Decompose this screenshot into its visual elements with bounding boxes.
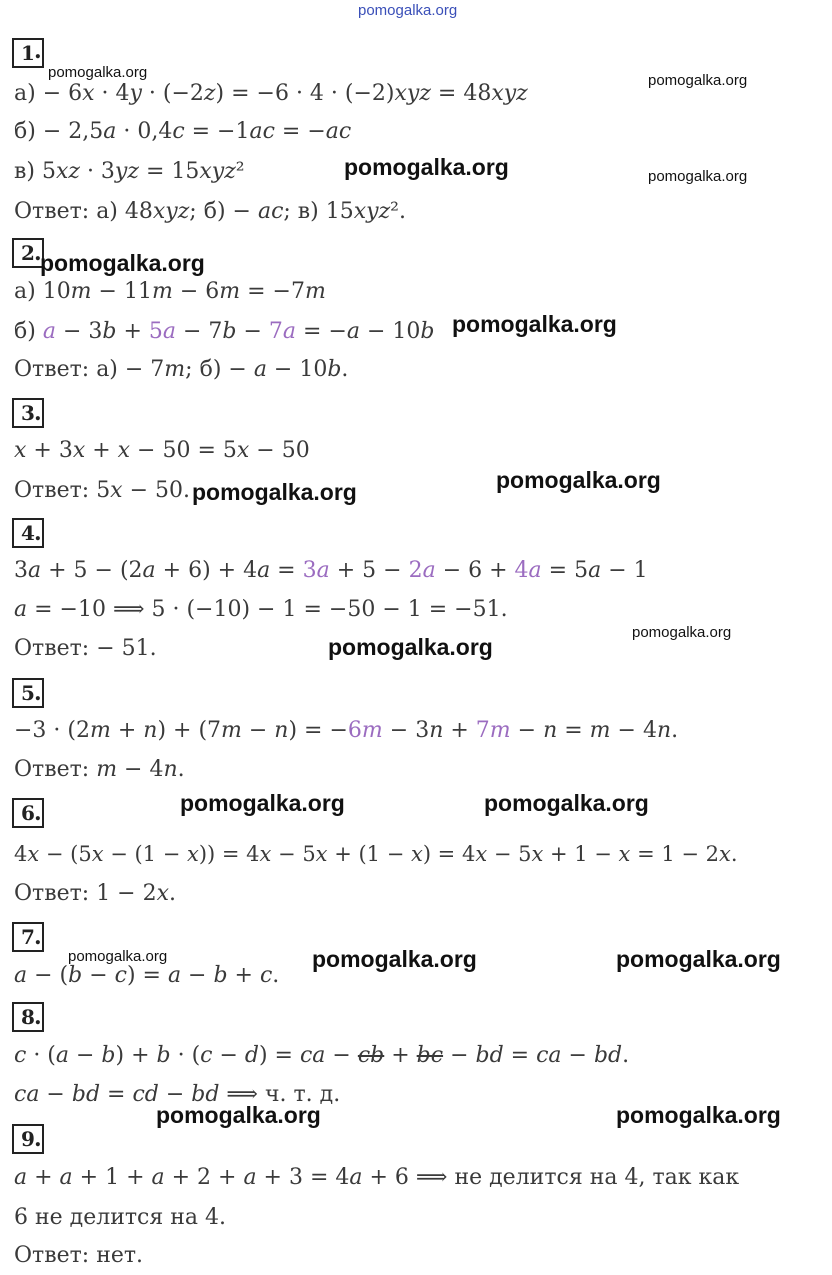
task-line: 𝑎 = −10 ⟹ 5 · (−10) − 1 = −50 − 1 = −51. <box>14 597 508 622</box>
expr-part: + 5 − <box>329 558 409 583</box>
watermark: pomogalka.org <box>648 72 748 89</box>
task-line <box>14 717 678 745</box>
task-number-dot: . <box>34 520 42 546</box>
expr-part: − 3𝑏 + <box>55 319 149 344</box>
expr-part: 𝑐 · (𝑎 − 𝑏) + 𝑏 · (𝑐 − 𝑑) = 𝑐𝑎 − <box>14 1043 358 1068</box>
task-answer: Ответ: 𝑚 − 4𝑛. <box>14 757 185 782</box>
highlight-term: 7𝑚 <box>475 718 511 743</box>
task-number-box: 2 <box>12 238 44 268</box>
task-line: 𝑎 + 𝑎 + 1 + 𝑎 + 2 + 𝑎 + 3 = 4𝑎 + 6 ⟹ не делится на 4, так как <box>14 1165 740 1190</box>
task-number-box: 6 <box>12 798 44 828</box>
task-number-dot: . <box>34 800 42 826</box>
task-line: 4𝑥 − (5𝑥 − (1 − 𝑥)) = 4𝑥 − 5𝑥 + (1 − 𝑥) = 4𝑥 − 5𝑥 + 1 − 𝑥 = 1 − 2𝑥. <box>14 842 738 866</box>
task-line: а) − 6𝑥 · 4𝑦 · (−2𝑧) = −6 · 4 · (−2)𝑥𝑦𝑧 = 48𝑥𝑦𝑧 <box>14 81 528 106</box>
task-line <box>14 1042 629 1070</box>
expr-part: −3 · (2𝑚 + 𝑛) + (7𝑚 − 𝑛) = − <box>14 718 348 743</box>
watermark: pomogalka.org <box>484 790 649 816</box>
task-line: 6 не делится на 4. <box>14 1205 226 1230</box>
task-number-dot: . <box>34 240 42 266</box>
task-line <box>14 557 648 585</box>
highlight-term: 3𝑎 <box>302 558 330 583</box>
task-number-box: 8 <box>12 1002 44 1032</box>
task-number-box: 7 <box>12 922 44 952</box>
task-number-dot: . <box>34 680 42 706</box>
task-line: 𝑥 + 3𝑥 + 𝑥 − 50 = 5𝑥 − 50 <box>14 438 310 463</box>
watermark: pomogalka.org <box>496 467 661 493</box>
cancelled-term: 𝑐𝑏 <box>357 1043 385 1068</box>
task-answer: Ответ: − 51. <box>14 636 157 661</box>
watermark: pomogalka.org <box>156 1102 321 1128</box>
task-number-box: 4 <box>12 518 44 548</box>
expr-part: 3𝑎 + 5 − (2𝑎 + 6) + 4𝑎 = <box>14 558 303 583</box>
highlight-term: 6𝑚 <box>347 718 383 743</box>
task-number-dot: . <box>34 924 42 950</box>
watermark: pomogalka.org <box>68 948 168 965</box>
expr-part: − 𝑛 = 𝑚 − 4𝑛. <box>510 718 679 743</box>
highlight-term: 4𝑎 <box>514 558 542 583</box>
watermark: pomogalka.org <box>632 624 732 641</box>
task-number-dot: . <box>34 1004 42 1030</box>
task-number-box: 5 <box>12 678 44 708</box>
expr-part: б) <box>14 319 43 344</box>
task-answer: Ответ: 5𝑥 − 50. <box>14 478 190 503</box>
watermark: pomogalka.org <box>180 790 345 816</box>
watermark: pomogalka.org <box>328 634 493 660</box>
expr-part: − 7𝑏 − <box>176 319 269 344</box>
watermark: pomogalka.org <box>452 311 617 337</box>
expr-part: = −𝑎 − 10𝑏 <box>296 319 435 344</box>
task-answer: Ответ: а) − 7𝑚; б) − 𝑎 − 10𝑏. <box>14 357 349 382</box>
watermark: pomogalka.org <box>312 946 477 972</box>
task-number-box: 9 <box>12 1124 44 1154</box>
site-header-link: pomogalka.org <box>358 2 458 19</box>
task-number-dot: . <box>34 1126 42 1152</box>
watermark: pomogalka.org <box>192 479 357 505</box>
expr-part: + <box>384 1043 417 1068</box>
expr-part: = 5𝑎 − 1 <box>541 558 648 583</box>
task-line <box>14 318 435 346</box>
highlight-term: 5𝑎 <box>148 319 176 344</box>
task-answer: Ответ: а) 48𝑥𝑦𝑧; б) − 𝑎𝑐; в) 15𝑥𝑦𝑧². <box>14 199 406 224</box>
expr-part: − 6 + <box>435 558 515 583</box>
expr-part: − 𝑏𝑑 = 𝑐𝑎 − 𝑏𝑑. <box>443 1043 630 1068</box>
task-answer: Ответ: нет. <box>14 1243 144 1268</box>
watermark: pomogalka.org <box>40 250 205 276</box>
cancelled-term: 𝑏𝑐 <box>416 1043 444 1068</box>
task-number-dot: . <box>34 400 42 426</box>
watermark: pomogalka.org <box>616 946 781 972</box>
task-number-box: 3 <box>12 398 44 428</box>
watermark: pomogalka.org <box>648 168 748 185</box>
expr-part: − 3𝑛 + <box>382 718 476 743</box>
task-line: 𝑐𝑎 − 𝑏𝑑 = 𝑐𝑑 − 𝑏𝑑 ⟹ ч. т. д. <box>14 1082 341 1107</box>
highlight-term: 𝑎 <box>42 319 56 344</box>
task-answer: Ответ: 1 − 2𝑥. <box>14 881 177 906</box>
watermark: pomogalka.org <box>344 154 509 180</box>
task-number-box: 1 <box>12 38 44 68</box>
highlight-term: 7𝑎 <box>268 319 297 344</box>
task-line: 𝑎 − (𝑏 − 𝑐) = 𝑎 − 𝑏 + 𝑐. <box>14 963 280 988</box>
task-number-dot: . <box>34 38 42 64</box>
task-line: в) 5𝑥𝑧 · 3𝑦𝑧 = 15𝑥𝑦𝑧² <box>14 159 245 184</box>
watermark: pomogalka.org <box>48 64 148 81</box>
highlight-term: 2𝑎 <box>408 558 436 583</box>
task-line: а) 10𝑚 − 11𝑚 − 6𝑚 = −7𝑚 <box>14 279 326 304</box>
task-line: б) − 2,5𝑎 · 0,4𝑐 = −1𝑎𝑐 = −𝑎𝑐 <box>14 119 352 144</box>
watermark: pomogalka.org <box>616 1102 781 1128</box>
